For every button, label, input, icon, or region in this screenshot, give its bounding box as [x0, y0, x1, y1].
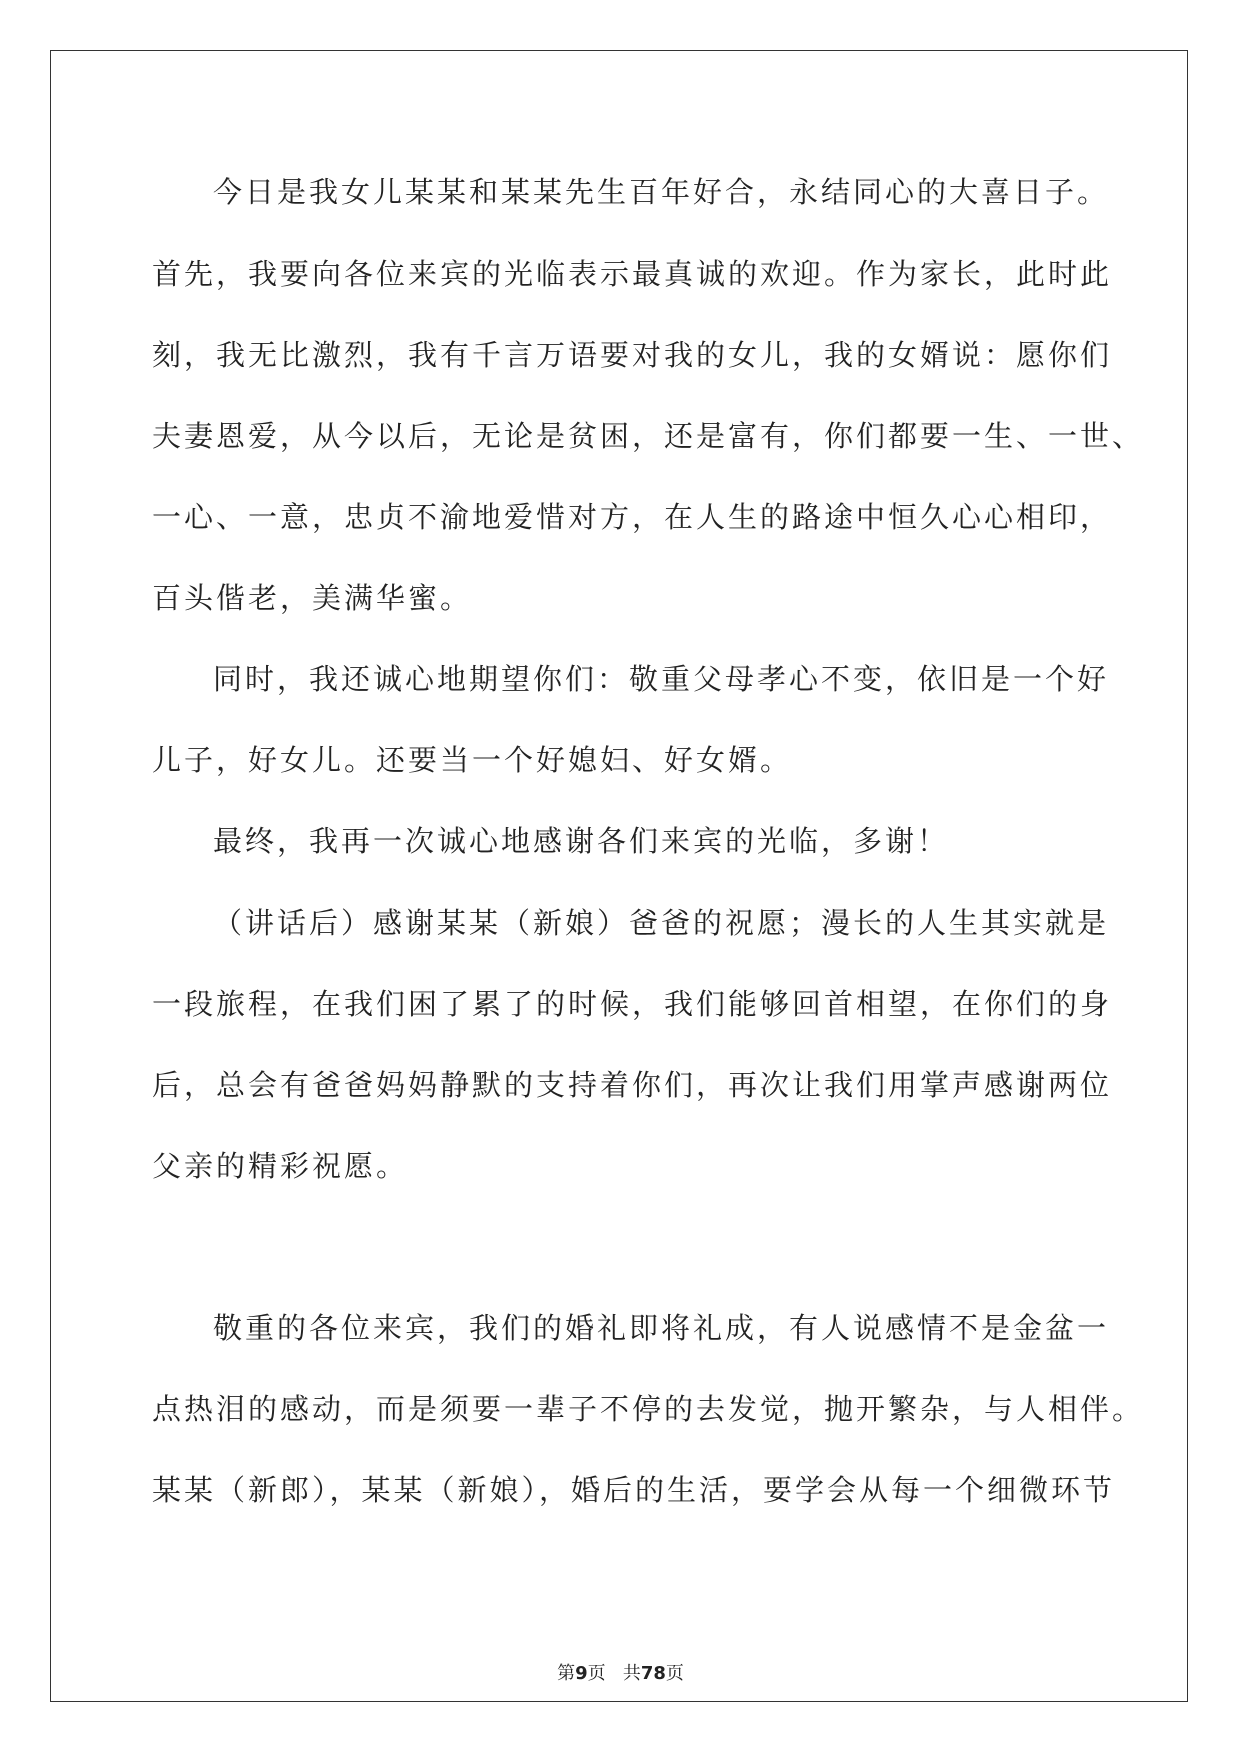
text-line: 夫妻恩爱，从今以后，无论是贫困，还是富有，你们都要一生、一世、	[152, 419, 1145, 453]
text-line: 后，总会有爸爸妈妈静默的支持着你们，再次让我们用掌声感谢两位	[152, 1068, 1113, 1102]
footer-page-suffix: 页	[587, 1663, 606, 1684]
page-border	[50, 50, 1188, 1702]
page-number: 9	[575, 1663, 588, 1684]
footer-total-suffix: 页	[665, 1663, 684, 1684]
text-line: 首先，我要向各位来宾的光临表示最真诚的欢迎。作为家长，此时此	[152, 257, 1113, 291]
text-line: 一段旅程，在我们困了累了的时候，我们能够回首相望，在你们的身	[152, 987, 1113, 1021]
text-line: 百头偕老，美满华蜜。	[152, 581, 473, 615]
text-line: 某某（新郎），某某（新娘），婚后的生活，要学会从每一个细微环节	[152, 1473, 1116, 1507]
footer-total-prefix: 共	[622, 1663, 641, 1684]
text-line: 最终，我再一次诚心地感谢各们来宾的光临，多谢！	[213, 824, 950, 858]
text-line: 刻，我无比激烈，我有千言万语要对我的女儿，我的女婿说：愿你们	[152, 338, 1113, 372]
text-line: 同时，我还诚心地期望你们：敬重父母孝心不变，依旧是一个好	[213, 662, 1110, 696]
text-line: 今日是我女儿某某和某某先生百年好合，永结同心的大喜日子。	[213, 175, 1110, 209]
text-line: 敬重的各位来宾，我们的婚礼即将礼成，有人说感情不是金盆一	[213, 1311, 1110, 1345]
page-footer	[0, 1659, 1241, 1685]
text-line: （讲话后）感谢某某（新娘）爸爸的祝愿；漫长的人生其实就是	[213, 906, 1110, 940]
footer-prefix: 第	[557, 1663, 576, 1684]
total-pages: 78	[640, 1663, 666, 1684]
text-line: 儿子，好女儿。还要当一个好媳妇、好女婿。	[152, 743, 793, 777]
text-line: 父亲的精彩祝愿。	[152, 1149, 409, 1183]
text-line: 一心、一意，忠贞不渝地爱惜对方，在人生的路途中恒久心心相印，	[152, 500, 1113, 534]
text-line: 点热泪的感动，而是须要一辈子不停的去发觉，抛开繁杂，与人相伴。	[152, 1392, 1145, 1426]
